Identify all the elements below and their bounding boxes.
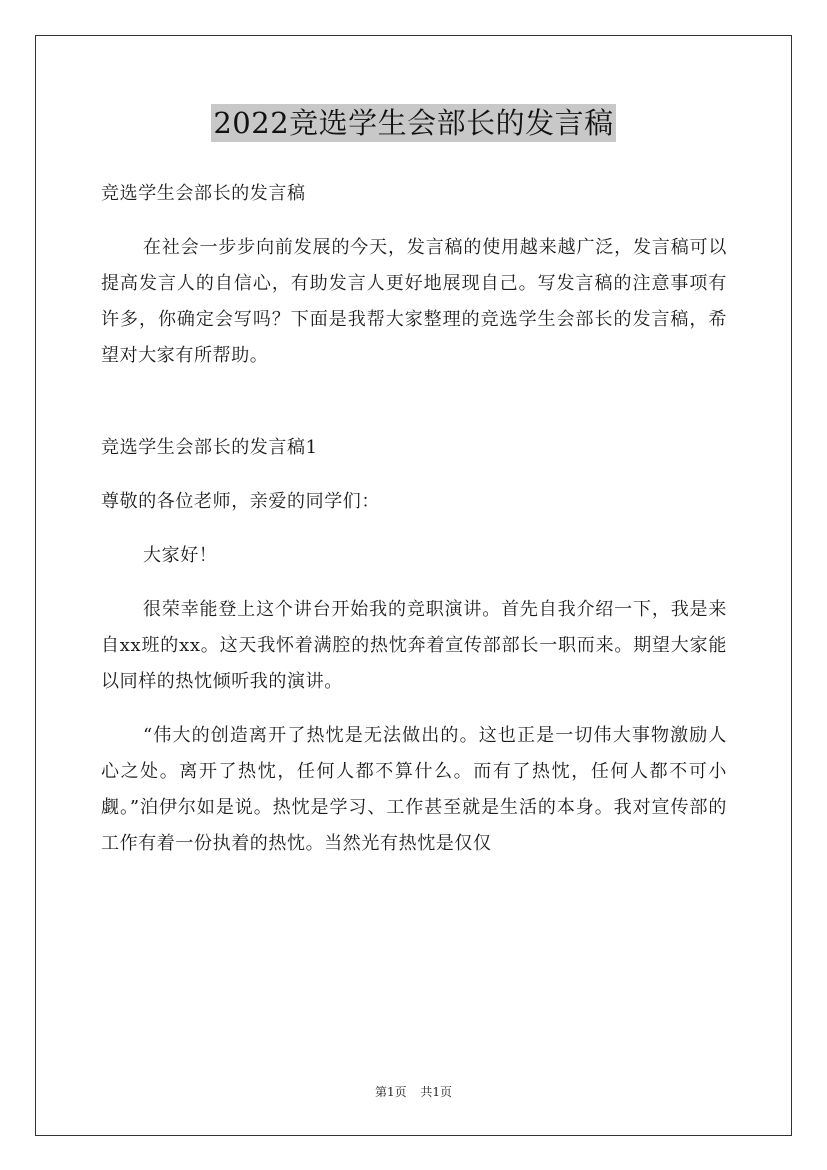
document-title: 2022竞选学生会部长的发言稿 [213, 106, 614, 140]
page-total: 共1页 [420, 1085, 453, 1099]
section-heading: 竞选学生会部长的发言稿1 [101, 437, 318, 458]
body-paragraph-1: 很荣幸能登上这个讲台开始我的竞职演讲。首先自我介绍一下，我是来自xx班的xx。这天我怀着满腔的热忱奔着宣传部部长一职而来。期望大家能以同样的热忱倾听我的演讲。 [101, 599, 727, 692]
blank-line [101, 374, 727, 410]
greeting: 大家好！ [143, 545, 218, 566]
intro-paragraph: 在社会一步步向前发展的今天，发言稿的使用越来越广泛，发言稿可以提高发言人的自信心，有助发言人更好地展现自己。写发言稿的注意事项有许多，你确定会写吗？下面是我帮大家整理的竞选学生会部长的发言稿，希望对大家有所帮助。 [101, 237, 727, 366]
document-body [101, 176, 727, 862]
body-paragraph-2: “伟大的创造离开了热忱是无法做出的。这也正是一切伟大事物激励人心之处。离开了热忱，任何人都不算什么。而有了热忱，任何人都不可小觑。”泊伊尔如是说。热忱是学习、工作甚至就是生活的本身。我对宣传部的工作有着一份执着的热忱。当然光有热忱是仅仅 [101, 725, 727, 854]
page-footer [0, 1083, 827, 1100]
subtitle: 竞选学生会部长的发言稿 [101, 183, 306, 204]
salutation: 尊敬的各位老师，亲爱的同学们： [101, 491, 380, 512]
title-container [0, 104, 827, 142]
page-number: 第1页 [374, 1085, 407, 1099]
